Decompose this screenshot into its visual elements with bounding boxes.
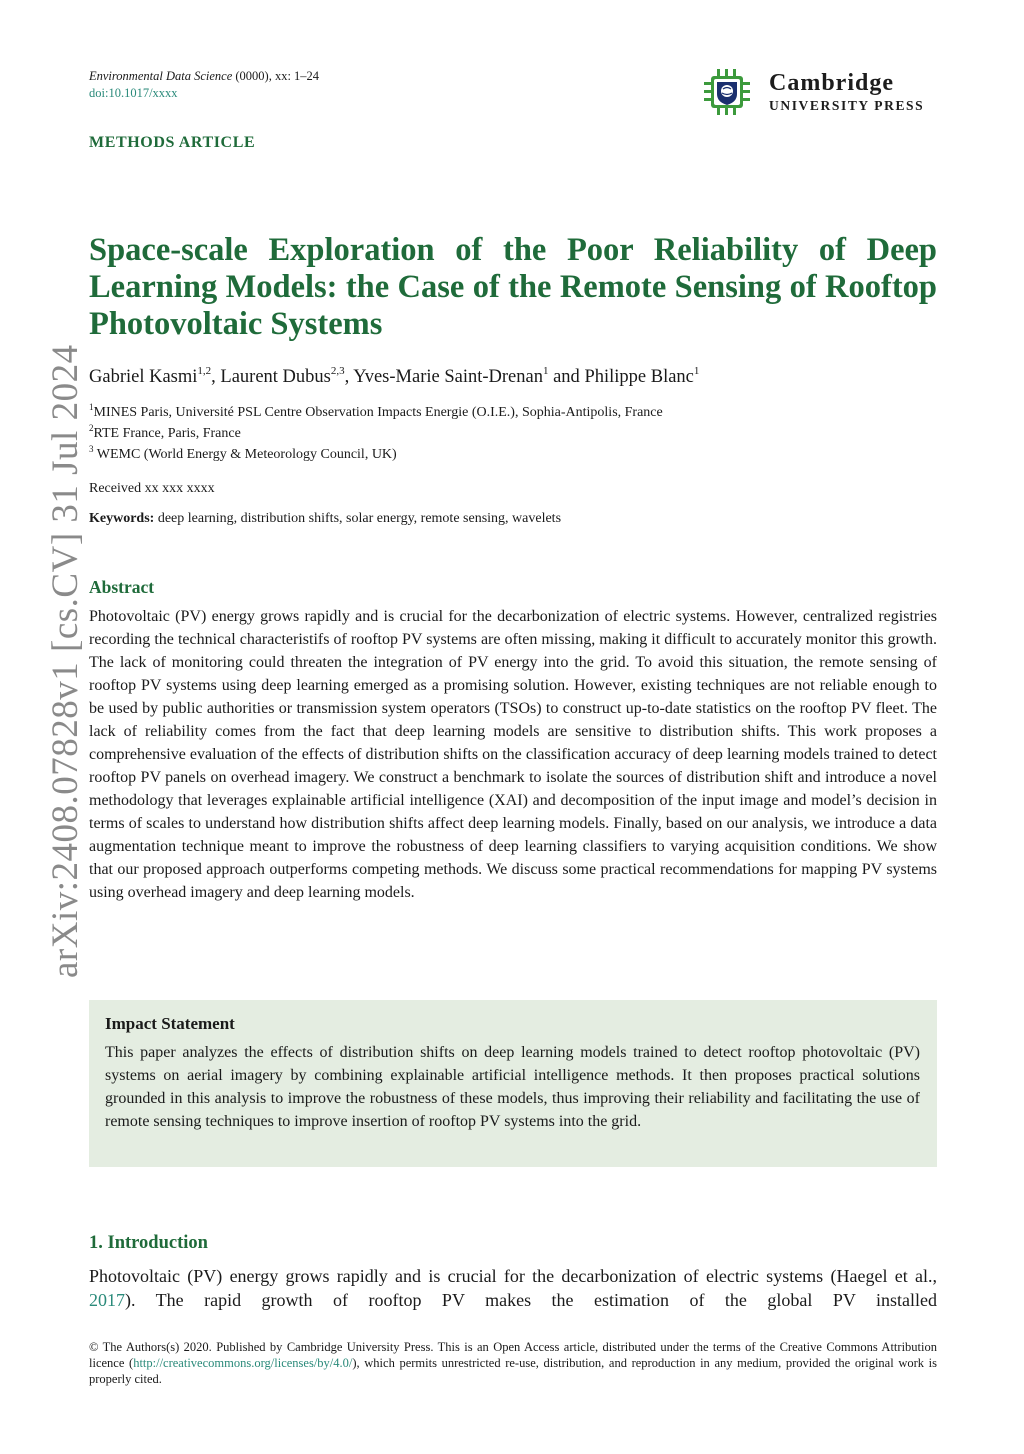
- affiliation-text: WEMC (World Energy & Meteorology Council, UK): [93, 447, 397, 462]
- cambridge-shield-icon: [703, 68, 751, 116]
- author-name: Philippe Blanc: [584, 367, 694, 387]
- affiliation-number: 3: [89, 444, 94, 454]
- author-affiliation-mark: 1: [693, 365, 700, 377]
- abstract-body: Photovoltaic (PV) energy grows rapidly and is crucial for the decarbonization of electric systems. However, centralized registries recording the technical characteristifs of rooftop PV systems are often missing, making it difficult to accurately monitor this growth. The lack of monitoring could threaten the integration of PV energy into the grid. To avoid this situation, the remote sensing of rooftop PV systems using deep learning emerged as a promising solution. However, existing techniques are not reliable enough to be used by public authorities or transmission system operators (TSOs) to construct up-to-date statistics on the rooftop PV fleet. The lack of reliability comes from the fact that deep learning models are sensitive to distribution shifts. This work proposes a comprehensive evaluation of the effects of distribution shifts on the classification accuracy of deep learning models trained to detect rooftop PV panels on overhead imagery. We construct a benchmark to isolate the sources of distribution shift and introduce a novel methodology that leverages explainable artificial intelligence (XAI) and decomposition of the input image and model’s decision in terms of scales to understand how distribution shifts affect deep learning models. Finally, based on our analysis, we introduce a data augmentation technique meant to improve the robustness of deep learning classifiers to varying acquisition conditions. We show that our proposed approach outperforms competing methods. We discuss some practical recommendations for mapping PV systems using overhead imagery and deep learning models.: [89, 608, 937, 901]
- journal-name: Environmental Data Science: [89, 69, 233, 83]
- journal-volume: (0000), xx: 1–24: [232, 69, 320, 83]
- copyright-footer: [89, 1339, 937, 1387]
- author-affiliation-mark: 2,3: [330, 365, 345, 377]
- footer-text: ), which permits unrestricted re-use, distribution, and reproduction in any medium, provided the original work is properly cited.: [89, 1356, 937, 1386]
- arxiv-identifier: arXiv:2408.07828v1 [cs.CV] 31 Jul 2024: [45, 344, 86, 978]
- author-affiliation-mark: 1,2: [197, 365, 212, 377]
- license-link[interactable]: http://creativecommons.org/licenses/by/4.0/: [133, 1356, 353, 1370]
- received-date: Received xx xxx xxxx: [89, 481, 215, 496]
- publisher-subtitle: UNIVERSITY PRESS: [769, 98, 925, 113]
- keywords-text: deep learning, distribution shifts, solar energy, remote sensing, wavelets: [154, 511, 562, 526]
- affiliation-number: 2: [89, 423, 94, 433]
- keywords-label: Keywords:: [89, 511, 155, 526]
- introduction-text: Photovoltaic (PV) energy grows rapidly and is crucial for the decarbonization of electric systems (Haegel et al.,: [89, 1266, 937, 1286]
- cambridge-logo: [703, 68, 937, 118]
- doi-link[interactable]: doi:10.1017/xxxx: [89, 86, 178, 100]
- affiliation-text: RTE France, Paris, France: [93, 426, 241, 441]
- impact-statement-body: This paper analyzes the effects of distribution shifts on deep learning models trained to detect rooftop photovoltaic (PV) systems on aerial imagery by combining explainable artificial intelligence methods. It then proposes practical solutions grounded in this analysis to improve the robustness of these models, thus improving their reliability and facilitating the use of remote sensing techniques to improve insertion of rooftop PV systems into the grid.: [105, 1044, 920, 1130]
- footer-text: © The Authors(s) 2020. Published by Cambridge University Press. This is an Open Access article, distributed under the terms of the Creative Commons Attribution licence (: [89, 1340, 937, 1370]
- affiliation-number: 1: [89, 402, 94, 412]
- abstract-heading: Abstract: [89, 577, 155, 597]
- affiliation: [89, 444, 397, 463]
- affiliation: [89, 423, 241, 442]
- introduction-paragraph: [89, 1264, 937, 1312]
- citation-link[interactable]: 2017: [89, 1290, 125, 1310]
- impact-statement-heading: Impact Statement: [105, 1014, 235, 1033]
- author-affiliation-mark: 1: [542, 365, 549, 377]
- author-list: [89, 367, 699, 388]
- affiliation: [89, 402, 663, 421]
- author-separator: and: [548, 367, 585, 387]
- author-name: Laurent Dubus: [220, 367, 331, 387]
- keywords: [89, 511, 561, 527]
- introduction-text: ). The rapid growth of rooftop PV makes the estimation of the global PV installed: [125, 1290, 937, 1310]
- author-separator: ,: [344, 367, 354, 387]
- article-type: METHODS ARTICLE: [89, 134, 256, 151]
- author-separator: ,: [211, 367, 221, 387]
- publisher-name: Cambridge: [769, 70, 894, 96]
- author-name: Yves-Marie Saint-Drenan: [353, 367, 543, 387]
- section-heading-introduction: 1. Introduction: [89, 1233, 208, 1253]
- affiliation-text: MINES Paris, Université PSL Centre Observation Impacts Energie (O.I.E.), Sophia-Antipolis, France: [93, 405, 663, 420]
- journal-citation: [89, 69, 319, 84]
- paper-title: Space-scale Exploration of the Poor Reliability of Deep Learning Models: the Case of the Remote Sensing of Rooftop Photovoltaic Systems: [89, 232, 937, 342]
- author-name: Gabriel Kasmi: [89, 367, 198, 387]
